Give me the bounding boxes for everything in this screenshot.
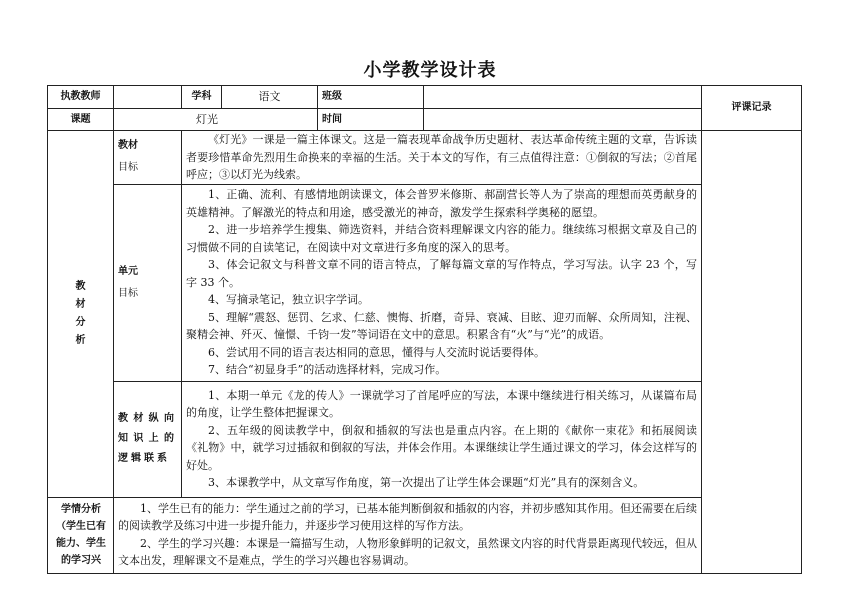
page-title: 小学教学设计表	[363, 60, 497, 81]
subject-label: 学科	[182, 86, 222, 109]
student-analysis-label	[48, 497, 114, 573]
subject-value[interactable]: 语文	[222, 86, 318, 109]
textbook-goal-label	[114, 131, 182, 185]
student-item: 2、学生的学习兴趣：本课是一篇描写生动，人物形象鲜明的记叙文，虽然课文内容的时代背景距离现代较远，但从文本出发，理解课文不是难点，学生的学习兴趣也容易调动。	[118, 536, 697, 567]
topic-label: 课题	[48, 109, 114, 131]
review-notes[interactable]	[702, 131, 802, 574]
unit-goal-item: 7、结合“初显身手”的活动选择材料，完成习作。	[208, 363, 447, 377]
textbook-goal-text	[182, 131, 702, 185]
topic-value[interactable]: 灯光	[114, 109, 318, 131]
unit-goal-label-1: 单元	[118, 265, 138, 277]
unit-goal-item: 3、体会记叙文与科普文章不同的语言特点，了解每篇文章的写作特点，学习写法。认字 23 个，写字 33 个。	[186, 258, 697, 289]
teacher-value[interactable]	[114, 86, 182, 109]
textbook-goal-label-2: 目标	[118, 162, 138, 174]
unit-goal-item: 1、正确、流利、有感情地朗读课文，体会普罗米修斯、郝副营长等人为了崇高的理想而英勇献身的英雄精神。了解激光的特点和用途，感受激光的神奇，激发学生探索科学奥秘的愿望。	[186, 188, 697, 219]
unit-goal-label-2: 目标	[118, 287, 138, 299]
logic-text	[182, 381, 702, 497]
class-value[interactable]	[424, 86, 702, 109]
student-item: 1、学生已有的能力：学生通过之前的学习，已基本能判断倒叙和插叙的内容，并初步感知其作用。但还需要在后续的阅读教学及练习中进一步提升能力，并逐步学习使用这样的写作方法。	[118, 501, 697, 532]
textbook-goal-paragraph: 《灯光》一课是一篇主体课文。这是一篇表现革命战争历史题材、表达革命传统主题的文章，告诉读者要珍惜革命先烈用生命换来的幸福的生活。关于本文的写作，有三点值得注意：①倒叙的写法；②首尾呼应；③以灯光为线索。	[186, 133, 697, 181]
logic-item: 2、五年级的阅读教学中，倒叙和插叙的写法也是重点内容。在上期的《献你一束花》和拓展阅读《礼物》中，就学习过插叙和倒叙的写法，并体会作用。本课继续让学生通过课文的学习，体会这样写的好处。	[186, 423, 697, 472]
review-label: 评课记录	[702, 86, 802, 131]
unit-goal-item: 4、写摘录笔记，独立识字学词。	[208, 293, 369, 307]
time-label: 时间	[318, 109, 424, 131]
unit-goal-item: 2、进一步培养学生搜集、筛选资料，并结合资料理解课文内容的能力。继续练习根据文章及自己的习惯做不同的自读笔记，在阅读中对文章进行多角度的深入的思考。	[186, 223, 697, 254]
design-table	[47, 85, 802, 574]
logic-label: 教材纵向知识上的逻辑联系	[114, 381, 182, 497]
logic-item: 1、本期一单元《龙的传人》一课就学习了首尾呼应的写法，本课中继续进行相关练习，从谋篇布局的角度，让学生整体把握课文。	[186, 388, 697, 419]
unit-goal-item: 5、理解“震怒、惩罚、乞求、仁慈、懊悔、折磨，奇异、衰减、目眩、迎刃而解、众所周知，注视、聚精会神、歼灭、憧憬、千钧一发”等词语在文中的意思。积累含有“火”与“光”的成语。	[186, 310, 697, 342]
teacher-label: 执教教师	[48, 86, 114, 109]
logic-item: 3、本课教学中，从文章写作角度，第一次提出了让学生体会课题“灯光”具有的深刻含义。	[208, 476, 645, 489]
analysis-label-text: 教材分析	[75, 280, 86, 346]
class-label: 班级	[318, 86, 424, 109]
student-analysis-text	[114, 497, 702, 573]
unit-goal-item: 6、尝试用不同的语言表达相同的意思，懂得与人交流时说话要得体。	[208, 345, 545, 359]
unit-goal-text	[182, 184, 702, 381]
time-value[interactable]	[424, 109, 702, 131]
student-analysis-label-text: 学情分析（学生已有能力、学生的学习兴	[56, 504, 106, 566]
unit-goal-label	[114, 184, 182, 381]
analysis-section-label	[48, 131, 114, 498]
textbook-goal-label-1: 教材	[118, 140, 138, 152]
